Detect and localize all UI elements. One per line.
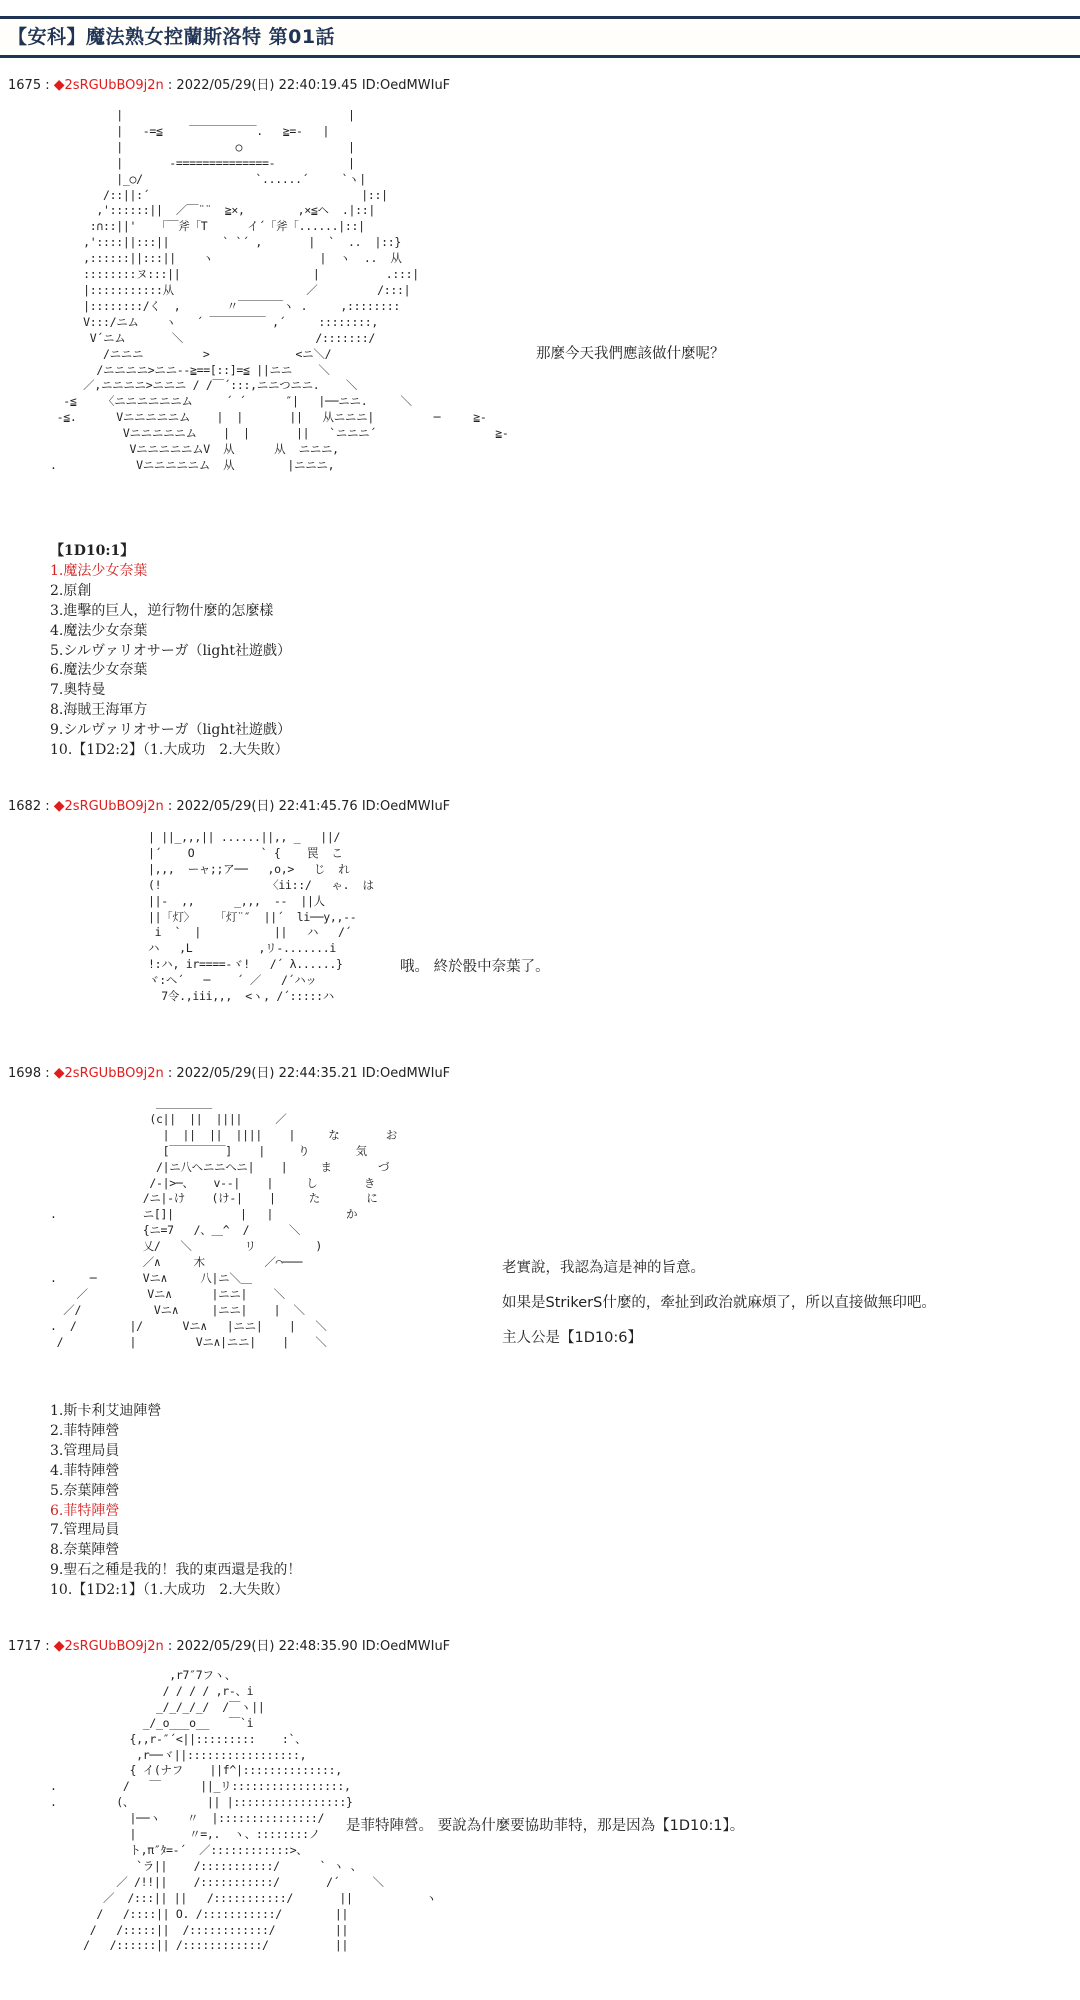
post-trip: 2sRGUbBO9j2n: [64, 1066, 164, 1081]
post-text-line: 是菲特陣營。 要說為什麼要協助菲特，那是因為【1D10:1】。: [346, 1818, 745, 1834]
post-text-line: 哦。 終於骰中奈葉了。: [400, 959, 550, 975]
list-item: 3.管理局員: [50, 1442, 120, 1459]
ascii-art: | ||_,,,|| ......||,, _ ||/ |´ O ` { 罠 こ |,,, ーャ;;ア── ,o,> じ れ (! 〈ii::/ ゃ. は ||- ,, _,,, -- ||人 ||「灯〉 「灯¨″ ||´ li──y,,-- i ` | || ハ /´ ハ ,L ,リ-.......i !:ハ, ir====-ヾ! /´ λ......} ヾ:ヘ´ ─ ´ ／ /´ハッ 7令.,iii,,, <ヽ, /´:::::ハ: [148, 830, 374, 1004]
list-item: 4.菲特陣營: [50, 1462, 120, 1479]
post-text: [400, 955, 550, 990]
list-item: 9.シルヴァリオサーガ（light社遊戲）: [50, 722, 292, 739]
list-item: 2.原創: [50, 582, 92, 599]
post-number[interactable]: 1682: [8, 799, 42, 814]
post-header: 1698 : ◆2sRGUbBO9j2n : 2022/05/29(日) 22:44:35.21 ID:OedMWIuF: [8, 1065, 451, 1081]
post-id: ID:OedMWIuF: [361, 1066, 451, 1081]
trip-diamond-icon: ◆: [53, 77, 65, 93]
choice-list: [50, 1402, 301, 1601]
list-item: 5.シルヴァリオサーガ（light社遊戲）: [50, 642, 292, 659]
ascii-art: | | | -=≦ ￣￣￣￣￣￣. ≧=- | | ○ | | -==============- | |_○/ `......´ `ヽ| /::||:´ |::| ,'::::::|| ／￣¨¨ ≧×, ,×≦ヘ .|::| :∩::||' 「￣斧「T イ´「斧「......|::| ,'::::||:::|| ` `´ , | ` .. |::} ,::::::||:::|| ヽ | ヽ .. 从 ::::::::ヌ:::|| | .:::| |:::::::::::从 ／ /:::| |::::::::/く , 〃￣￣￣￣ヽ . ,:::::::: V:::/ニム ヽ ´ ￣￣￣￣￣ ,´ ::::::::, V´ニム ＼ /:::::::/ /ニニニ > <ニ＼/ /ニニニニ>ニニ--≧==[::]=≦ ||ニニ ＼ ／,ニニニニ>ニニニ / /￣´:::,ニニつニニ. ＼ -≦ 〈ニニニニニニム ´ ´ ″| |──ニニ. ＼ -≦. Vニニニニニム | | || 从ニニニ| ─ ≧- Vニニニニニム | | || `ニニニ´ ≧- VニニニニニムV 从 从 ニニニ, . Vニニニニニム 从 |ニニニ,: [50, 108, 509, 472]
post-text-line: 那麼今天我們應該做什麼呢？: [536, 346, 725, 362]
post-id: ID:OedMWIuF: [361, 799, 451, 814]
list-item: 3.進擊的巨人，逆行物什麼的怎麼樣: [50, 602, 274, 619]
post-datetime: 2022/05/29(日) 22:41:45.76: [176, 799, 358, 814]
page-title: 【安科】魔法熟女控蘭斯洛特 第01話: [8, 26, 336, 48]
post-id: ID:OedMWIuF: [361, 78, 451, 93]
ascii-art: ,r7″7フヽ、 / / / / ,r-、i _/_/_/_/ /￣ヽ|| _/_o___o__ ￣`i {,,r-″´<||::::::::: :`、 ,r──ヾ||:::::::::::::::::, { イ(ナフ ||f^|::::::::::::::, . / ￣ ||_リ:::::::::::::::::, . (、 || |:::::::::::::::::} |──ヽ 〃 |:::::::::::::::/ | 〃=,. ヽ、::::::::ノ ト,π″ﾀ=-´ ／::::::::::::>、 `ラ|| /:::::::::::/ ` ヽ 、 ／ /!!|| /:::::::::::/ /´ ＼ ／ /:::|| || /:::::::::::/ || ヽ / /::::|| O. /:::::::::::/ || / /:::::|| /::::::::::::/ || / /::::::|| /::::::::::::/ ||: [50, 1668, 437, 1953]
list-item: 5.奈葉陣營: [50, 1482, 120, 1499]
post-datetime: 2022/05/29(日) 22:44:35.21: [176, 1066, 358, 1081]
post-number[interactable]: 1717: [8, 1639, 42, 1654]
post-header: 1682 : ◆2sRGUbBO9j2n : 2022/05/29(日) 22:41:45.76 ID:OedMWIuF: [8, 798, 451, 814]
list-item: 8.海賊王海軍方: [50, 702, 148, 719]
choice-list: [50, 542, 291, 761]
page-title-bar: [0, 16, 1080, 58]
list-item: 9.聖石之種是我的！我的東西還是我的！: [50, 1562, 302, 1579]
post-text: [346, 1814, 744, 1849]
post-text-line: 如果是StrikerS什麼的，牽扯到政治就麻煩了，所以直接做無印吧。: [502, 1295, 936, 1311]
list-item: 6.菲特陣營: [50, 1502, 120, 1519]
post-text-line: 老實說，我認為這是神的旨意。: [502, 1260, 705, 1276]
list-item: 7.管理局員: [50, 1522, 120, 1539]
list-item: 4.魔法少女奈葉: [50, 622, 148, 639]
list-item: 2.菲特陣營: [50, 1422, 120, 1439]
list-item: 8.奈葉陣營: [50, 1542, 120, 1559]
list-item: 1.魔法少女奈葉: [50, 562, 148, 579]
list-item: 1.斯卡利艾迪陣營: [50, 1403, 162, 1419]
post-text: [536, 342, 725, 377]
dice-roll-header: 【1D10:1】: [50, 543, 135, 559]
post-trip: 2sRGUbBO9j2n: [64, 799, 164, 814]
trip-diamond-icon: ◆: [53, 798, 65, 814]
post-text-line: 主人公是【1D10:6】: [502, 1330, 642, 1346]
post-number[interactable]: 1698: [8, 1066, 42, 1081]
post-header: 1717 : ◆2sRGUbBO9j2n : 2022/05/29(日) 22:48:35.90 ID:OedMWIuF: [8, 1638, 451, 1654]
trip-diamond-icon: ◆: [53, 1638, 65, 1654]
post-trip: 2sRGUbBO9j2n: [64, 78, 164, 93]
post-number[interactable]: 1675: [8, 78, 42, 93]
ascii-art: ＿＿＿＿＿ (c|| || |||| ／ | || || |||| | な お [￣￣￣￣￣] | り 気 /|ニ八へニニへニ| | ま づ /-|>─、 v--| | し き /ニ|-け (け-| | た に . ニ[]| | | か {ニ=7 /、＿^ / ＼ 乂/ ＼ リ ) ／∧ 木 ／⌒─── . ─ Vニ∧ 八|ニ＼＿ ／ Vニ∧ |ニニ| ＼ ／/ Vニ∧ |ニニ| | ＼ . / |/ Vニ∧ |ニニ| | ＼ / | Vニ∧|ニニ| | ＼: [50, 1096, 397, 1349]
post-text: [502, 1256, 936, 1361]
list-item: 10.【1D2:2】（1.大成功 2.大失敗）: [50, 742, 289, 759]
post-datetime: 2022/05/29(日) 22:40:19.45: [176, 78, 358, 93]
post-header: 1675 : ◆2sRGUbBO9j2n : 2022/05/29(日) 22:40:19.45 ID:OedMWIuF: [8, 77, 451, 93]
list-item: 10.【1D2:1】（1.大成功 2.大失敗）: [50, 1582, 289, 1599]
post-id: ID:OedMWIuF: [361, 1639, 451, 1654]
trip-diamond-icon: ◆: [53, 1065, 65, 1081]
list-item: 7.奧特曼: [50, 682, 106, 699]
list-item: 6.魔法少女奈葉: [50, 662, 148, 679]
post-trip: 2sRGUbBO9j2n: [64, 1639, 164, 1654]
post-datetime: 2022/05/29(日) 22:48:35.90: [176, 1639, 358, 1654]
